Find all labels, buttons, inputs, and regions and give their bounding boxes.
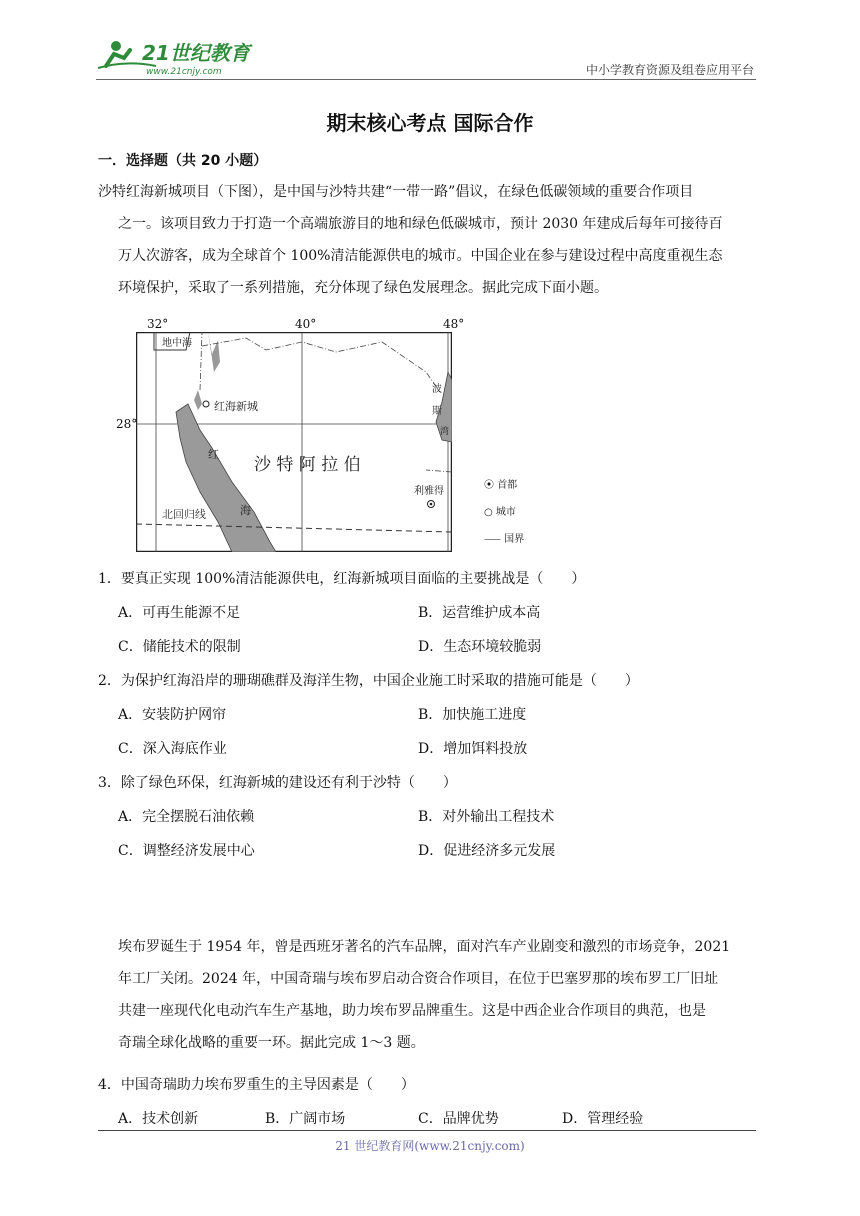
map-label-red-sea-city: 红海新城 [214,400,258,413]
city-icon: ○ [484,507,496,518]
map-label-persian-1: 波 [432,384,442,395]
footer-text: 21 世纪教育网(www.21cnjy.com) [335,1139,525,1153]
page-title: 期末核心考点 国际合作 [326,111,534,135]
map-label-red: 红 [208,448,219,461]
option: A．可再生能源不足 [118,605,241,621]
option: A．技术创新 [118,1111,199,1127]
intro1-line: 环境保护，采取了一系列措施，充分体现了绿色发展理念。据此完成下面小题。 [118,280,608,296]
option: A．安装防护网帘 [118,707,227,723]
option: C．调整经济发展中心 [118,843,255,859]
question-stem: 4．中国奇瑞助力埃布罗重生的主导因素是（ ） [98,1077,415,1093]
option: D．促进经济多元发展 [418,843,556,859]
question-stem: 2．为保护红海沿岸的珊瑚礁群及海洋生物，中国企业施工时采取的措施可能是（ ） [98,673,639,689]
map-label-persian-3: 湾 [440,427,450,437]
intro2-line: 奇瑞全球化战略的重要一环。据此完成 1～3 题。 [118,1035,425,1051]
option: B．对外输出工程技术 [418,809,555,825]
legend-border: ⸺ 国界 [484,534,525,545]
lon-label-48: 48° [443,317,465,331]
question-stem: 3．除了绿色环保，红海新城的建设还有利于沙特（ ） [98,775,457,791]
border-icon: ⸺ [484,534,505,545]
map-label-sea: 海 [240,504,251,517]
lat-label-28: 28° [116,417,138,431]
map-label-tropic: 北回归线 [162,508,206,521]
lon-label-40: 40° [295,317,317,331]
intro2-line: 共建一座现代化电动汽车生产基地，助力埃布罗品牌重生。这是中西企业合作项目的典范，也是 [118,1003,706,1019]
option: C．深入海底作业 [118,741,227,757]
legend-capital: ⦿ 首都 [484,480,518,491]
logo-text: 21世纪教育 [142,41,250,65]
intro-paragraph-2 [118,931,766,1059]
option: D．增加饵料投放 [418,741,528,757]
legend-city: ○ 城市 [484,507,516,518]
question-stem: 1．要真正实现 100%清洁能源供电，红海新城项目面临的主要挑战是（ ） [98,571,586,587]
option: C．品牌优势 [418,1111,499,1127]
map-label-mediterranean: 地中海 [162,338,192,349]
logo-url: www.21cnjy.com [146,67,222,77]
intro2-line: 埃布罗诞生于 1954 年，曾是西班牙著名的汽车品牌，面对汽车产业剧变和激烈的市场竞争，2021 [118,939,731,955]
intro-paragraph-1 [98,176,766,304]
option: B．加快施工进度 [418,707,527,723]
platform-name: 中小学教育资源及组卷应用平台 [585,63,754,77]
map-label-saudi: 沙 特 阿 拉 伯 [254,455,361,475]
lon-label-32: 32° [147,317,169,331]
option: B．广阔市场 [265,1111,346,1127]
red-sea-map [136,332,452,552]
option: C．储能技术的限制 [118,639,241,655]
map-label-riyadh: 利雅得 [414,486,444,497]
option: A．完全摆脱石油依赖 [118,809,255,825]
section-heading: 一．选择题（共 20 小题） [98,153,268,169]
site-logo [96,36,266,80]
intro1-line: 之一。该项目致力于打造一个高端旅游目的地和绿色低碳城市，预计 2030 年建成后每年可接待百 [118,216,723,232]
option: D．管理经验 [562,1111,644,1127]
option: D．生态环境较脆弱 [418,639,542,655]
header-divider [96,79,756,80]
capital-icon: ⦿ [484,480,498,491]
map-label-persian-2: 斯 [432,406,442,417]
intro1-line: 沙特红海新城项目（下图），是中国与沙特共建“一带一路”倡议，在绿色低碳领域的重要合作项目 [98,184,694,200]
footer-divider [98,1130,756,1131]
intro2-line: 年工厂关闭。2024 年，中国奇瑞与埃布罗启动合资合作项目，在位于巴塞罗那的埃布罗工厂旧址 [118,971,719,987]
intro1-line: 万人次游客，成为全球首个 100%清洁能源供电的城市。中国企业在参与建设过程中高度重视生态 [118,248,723,264]
option: B．运营维护成本高 [418,605,541,621]
